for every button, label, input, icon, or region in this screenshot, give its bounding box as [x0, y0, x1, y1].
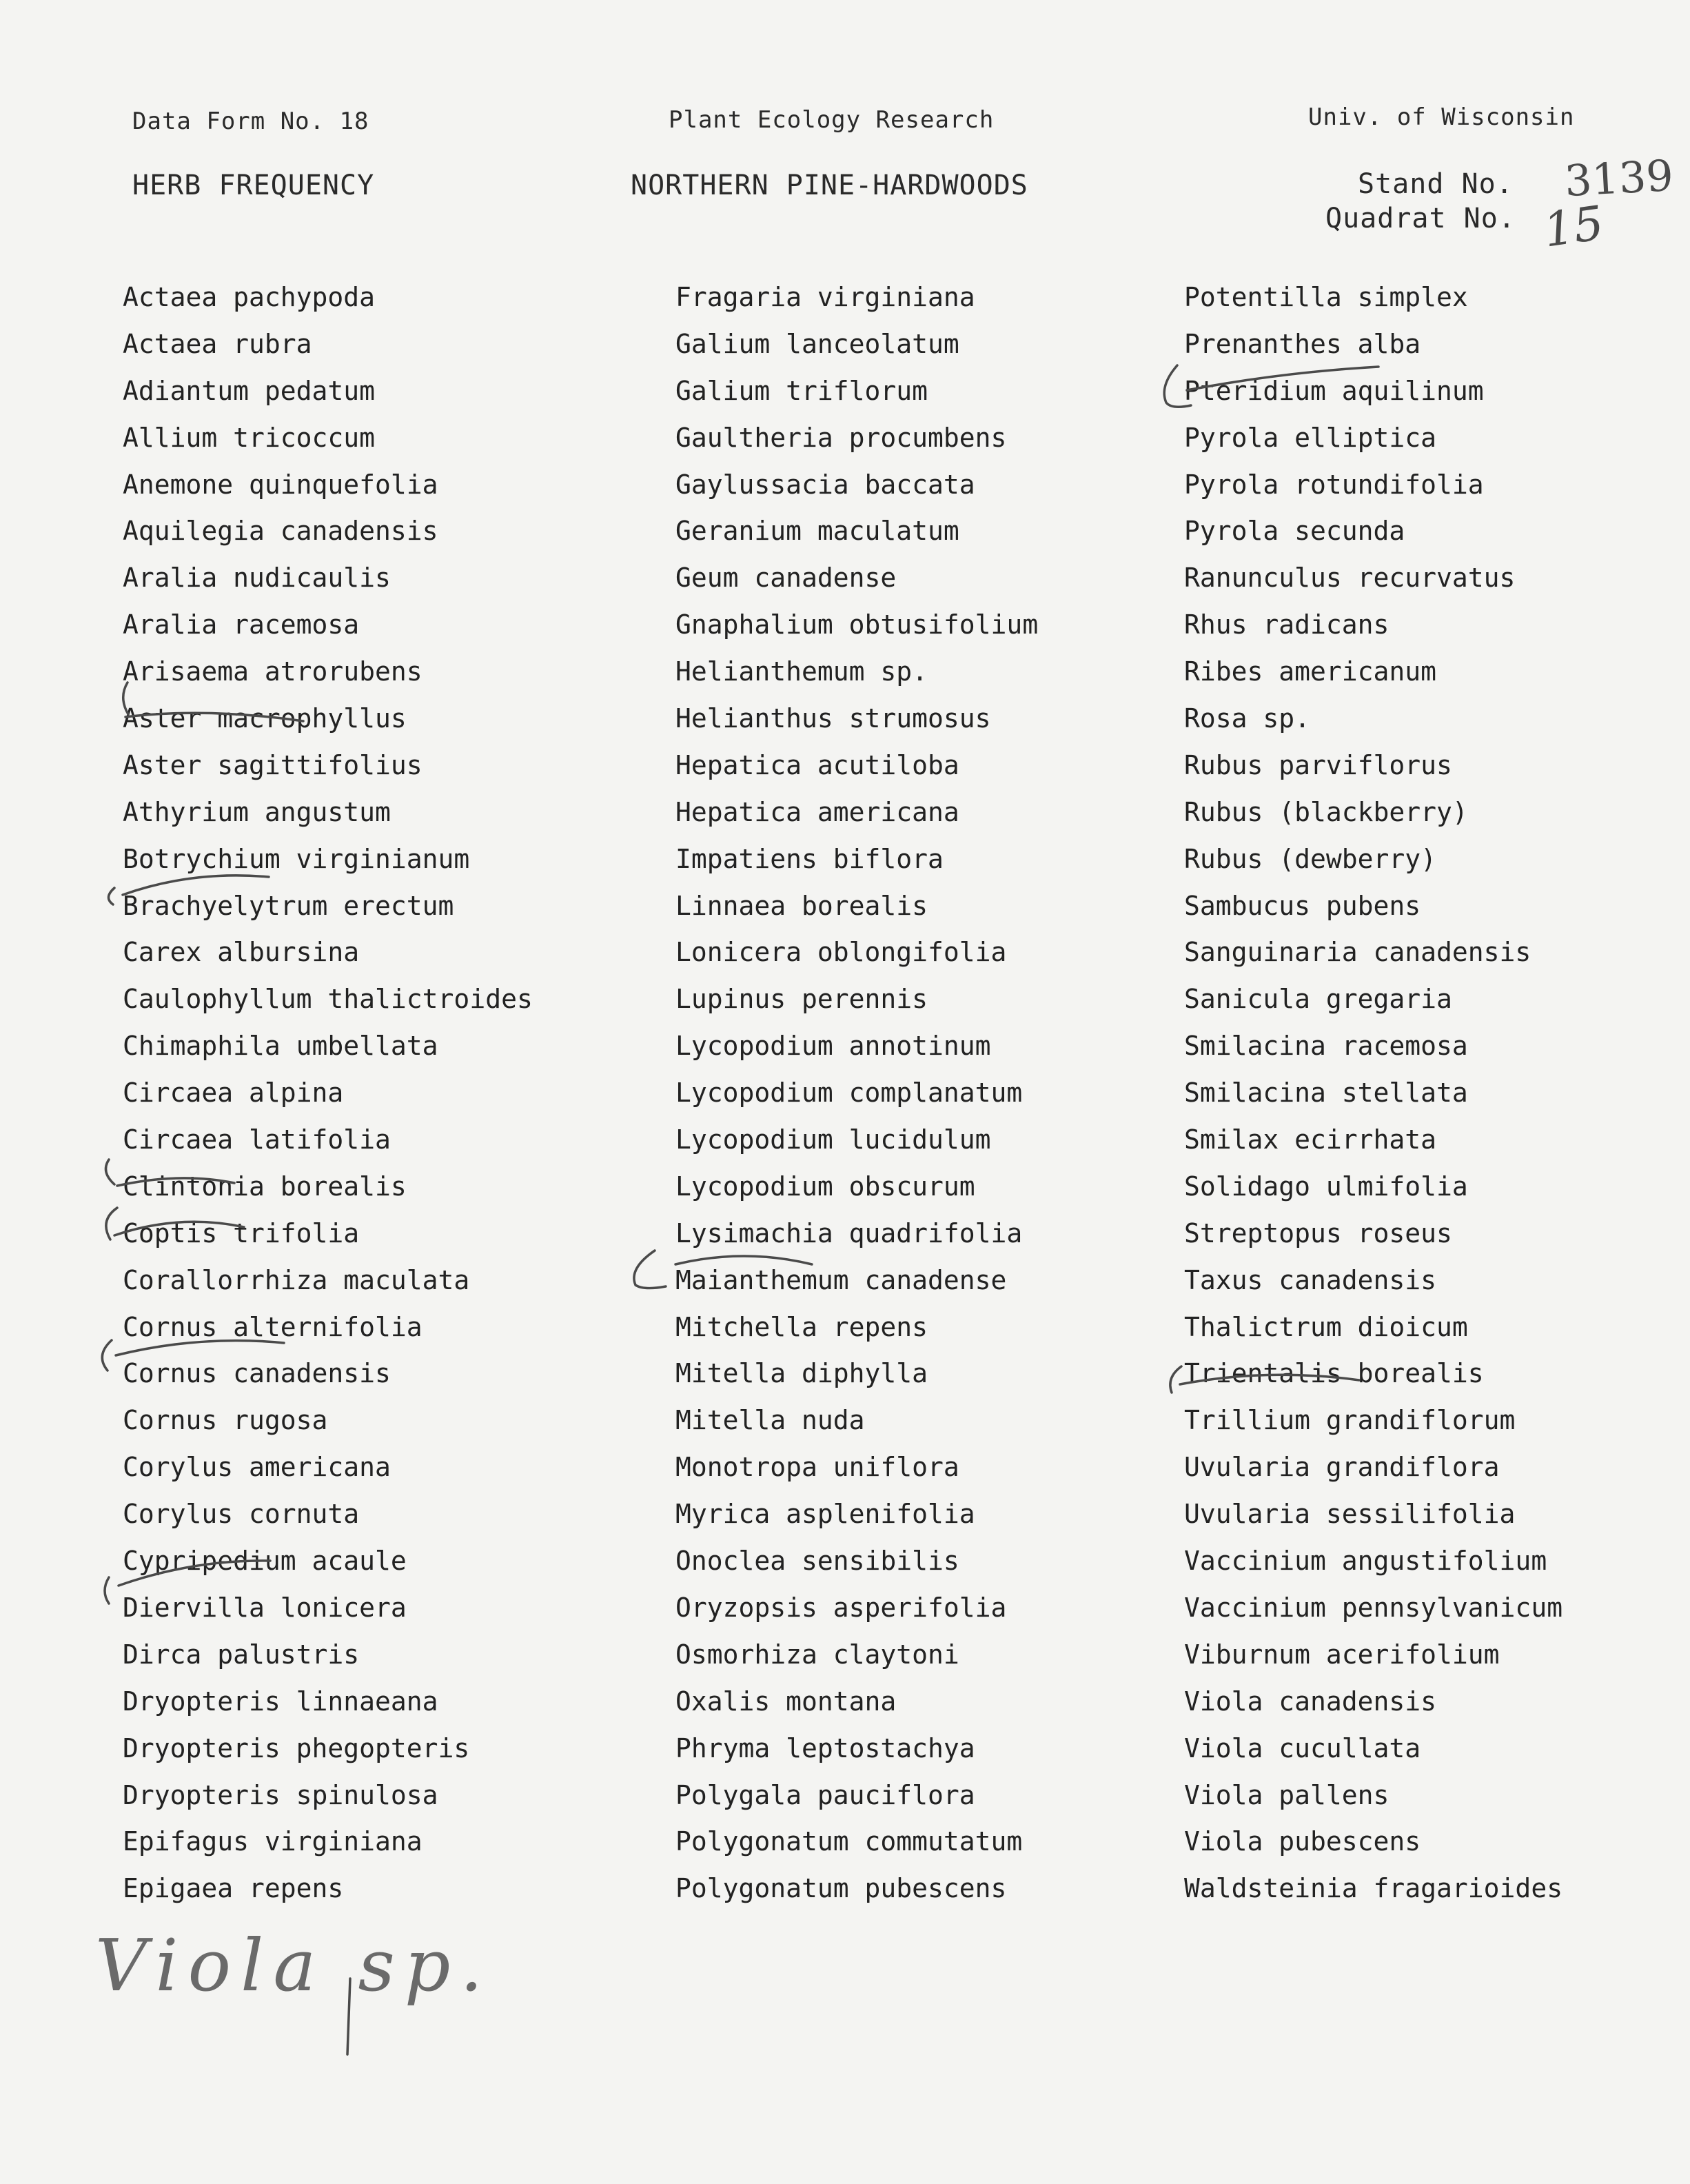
- species-item: Polygonatum commutatum: [675, 1826, 1023, 1857]
- quadrat-number-value: 15: [1540, 196, 1607, 259]
- species-item: Clintonia borealis: [123, 1171, 407, 1202]
- species-item: Aquilegia canadensis: [123, 516, 438, 547]
- species-item: Prenanthes alba: [1184, 328, 1421, 359]
- species-item: Monotropa uniflora: [675, 1452, 959, 1483]
- species-item: Lupinus perennis: [675, 984, 928, 1015]
- species-item: Dryopteris phegopteris: [123, 1732, 470, 1763]
- species-item: Lycopodium obscurum: [675, 1171, 975, 1202]
- species-item: Helianthus strumosus: [675, 703, 991, 734]
- species-item: Phryma leptostachya: [675, 1732, 975, 1763]
- species-item: Lysimachia quadrifolia: [675, 1217, 1023, 1248]
- species-item: Cypripedium acaule: [123, 1546, 407, 1577]
- species-item: Smilacina racemosa: [1184, 1031, 1468, 1062]
- species-item: Thalictrum dioicum: [1184, 1311, 1468, 1342]
- form-number: Data Form No. 18: [132, 108, 369, 135]
- check-mark-icon: [1170, 1366, 1181, 1393]
- species-item: Coptis trifolia: [123, 1217, 360, 1248]
- species-item: Geum canadense: [675, 563, 897, 594]
- species-item: Streptopus roseus: [1184, 1217, 1452, 1248]
- species-item: Dirca palustris: [123, 1639, 360, 1670]
- form-title: HERB FREQUENCY: [132, 170, 375, 201]
- species-item: Dryopteris spinulosa: [123, 1779, 438, 1810]
- species-item: Corylus cornuta: [123, 1499, 360, 1530]
- species-item: Mitella diphylla: [675, 1358, 928, 1389]
- species-item: Geranium maculatum: [675, 516, 959, 547]
- species-item: Galium lanceolatum: [675, 328, 959, 359]
- species-item: Vaccinium pennsylvanicum: [1184, 1592, 1563, 1623]
- species-item: Sanguinaria canadensis: [1184, 937, 1531, 968]
- community-name: NORTHERN PINE-HARDWOODS: [631, 170, 1028, 201]
- species-item: Adiantum pedatum: [123, 375, 376, 406]
- species-item: Carex albursina: [123, 937, 360, 968]
- species-item: Vaccinium angustifolium: [1184, 1546, 1547, 1577]
- species-item: Arisaema atrorubens: [123, 656, 422, 687]
- species-item: Solidago ulmifolia: [1184, 1171, 1468, 1202]
- species-item: Aralia nudicaulis: [123, 563, 391, 594]
- species-item: Myrica asplenifolia: [675, 1499, 975, 1530]
- species-item: Botrychium virginianum: [123, 843, 470, 874]
- species-item: Brachyelytrum erectum: [123, 890, 454, 921]
- species-item: Corallorrhiza maculata: [123, 1264, 470, 1295]
- species-item: Anemone quinquefolia: [123, 469, 438, 500]
- university-name: Univ. of Wisconsin: [1308, 103, 1575, 131]
- species-item: Smilacina stellata: [1184, 1078, 1468, 1109]
- species-item: Athyrium angustum: [123, 796, 391, 827]
- species-item: Allium tricoccum: [123, 422, 376, 453]
- check-mark-icon: [106, 1208, 117, 1240]
- species-item: Trillium grandiflorum: [1184, 1405, 1516, 1436]
- species-item: Rubus (blackberry): [1184, 796, 1468, 827]
- species-item: Viola pallens: [1184, 1779, 1389, 1810]
- species-item: Cornus alternifolia: [123, 1311, 422, 1342]
- species-item: Linnaea borealis: [675, 890, 928, 921]
- species-item: Uvularia grandiflora: [1184, 1452, 1500, 1483]
- species-item: Fragaria virginiana: [675, 282, 975, 312]
- species-item: Epifagus virginiana: [123, 1826, 422, 1857]
- species-item: Pyrola secunda: [1184, 516, 1405, 547]
- species-item: Lycopodium annotinum: [675, 1031, 991, 1062]
- check-mark-icon: [105, 1577, 109, 1604]
- species-item: Viola pubescens: [1184, 1826, 1421, 1857]
- species-item: Ribes americanum: [1184, 656, 1437, 687]
- species-item: Taxus canadensis: [1184, 1264, 1437, 1295]
- species-item: Mitella nuda: [675, 1405, 865, 1436]
- species-item: Cornus canadensis: [123, 1358, 391, 1389]
- species-column-middle: [675, 274, 1038, 1912]
- species-column-right: [1184, 274, 1562, 1912]
- species-item: Osmorhiza claytoni: [675, 1639, 959, 1670]
- species-item: Smilax ecirrhata: [1184, 1124, 1437, 1155]
- species-item: Diervilla lonicera: [123, 1592, 407, 1623]
- species-item: Uvularia sessilifolia: [1184, 1499, 1516, 1530]
- species-item: Viola canadensis: [1184, 1686, 1437, 1717]
- species-item: Actaea pachypoda: [123, 282, 376, 312]
- species-item: Gaultheria procumbens: [675, 422, 1007, 453]
- species-item: Helianthemum sp.: [675, 656, 928, 687]
- species-item: Pyrola elliptica: [1184, 422, 1437, 453]
- species-item: Rhus radicans: [1184, 609, 1389, 640]
- stand-number-label: Stand No.: [1358, 168, 1514, 200]
- species-item: Trientalis borealis: [1184, 1358, 1484, 1389]
- species-item: Gnaphalium obtusifolium: [675, 609, 1039, 640]
- species-item: Pyrola rotundifolia: [1184, 469, 1484, 500]
- species-item: Lycopodium complanatum: [675, 1078, 1023, 1109]
- species-item: Rosa sp.: [1184, 703, 1311, 734]
- stand-number-value: 3139: [1563, 150, 1675, 207]
- species-item: Epigaea repens: [123, 1873, 344, 1904]
- species-item: Circaea latifolia: [123, 1124, 391, 1155]
- species-item: Viola cucullata: [1184, 1732, 1421, 1763]
- species-item: Impatiens biflora: [675, 843, 944, 874]
- species-item: Lycopodium lucidulum: [675, 1124, 991, 1155]
- species-item: Hepatica americana: [675, 796, 959, 827]
- species-item: Potentilla simplex: [1184, 282, 1468, 312]
- species-item: Corylus americana: [123, 1452, 391, 1483]
- species-item: Aster macrophyllus: [123, 703, 407, 734]
- check-mark-icon: [634, 1251, 666, 1288]
- species-item: Chimaphila umbellata: [123, 1031, 438, 1062]
- species-item: Viburnum acerifolium: [1184, 1639, 1500, 1670]
- species-item: Galium triflorum: [675, 375, 928, 406]
- quadrat-number-label: Quadrat No.: [1325, 203, 1516, 234]
- species-item: Lonicera oblongifolia: [675, 937, 1007, 968]
- species-item: Maianthemum canadense: [675, 1264, 1007, 1295]
- species-item: Dryopteris linnaeana: [123, 1686, 438, 1717]
- check-mark-icon: [108, 888, 114, 904]
- species-item: Aralia racemosa: [123, 609, 360, 640]
- organization-name: Plant Ecology Research: [669, 106, 995, 134]
- species-item: Aster sagittifolius: [123, 749, 422, 780]
- species-item: Sambucus pubens: [1184, 890, 1421, 921]
- species-item: Rubus parviflorus: [1184, 749, 1452, 780]
- species-item: Waldsteinia fragarioides: [1184, 1873, 1563, 1904]
- check-mark-icon: [106, 1160, 115, 1184]
- species-item: Polygala pauciflora: [675, 1779, 975, 1810]
- species-item: Hepatica acutiloba: [675, 749, 959, 780]
- species-item: Oxalis montana: [675, 1686, 897, 1717]
- species-item: Sanicula gregaria: [1184, 984, 1452, 1015]
- species-item: Pteridium aquilinum: [1184, 375, 1484, 406]
- species-item: Polygonatum pubescens: [675, 1873, 1007, 1904]
- species-item: Rubus (dewberry): [1184, 843, 1437, 874]
- species-item: Gaylussacia baccata: [675, 469, 975, 500]
- handwritten-note: Viola sp.: [95, 1923, 493, 2008]
- species-item: Oryzopsis asperifolia: [675, 1592, 1007, 1623]
- species-column-left: [123, 274, 533, 1912]
- species-item: Actaea rubra: [123, 328, 312, 359]
- species-item: Cornus rugosa: [123, 1405, 328, 1436]
- species-item: Onoclea sensibilis: [675, 1546, 959, 1577]
- species-item: Caulophyllum thalictroides: [123, 984, 533, 1015]
- species-item: Ranunculus recurvatus: [1184, 563, 1516, 594]
- species-item: Mitchella repens: [675, 1311, 928, 1342]
- species-item: Circaea alpina: [123, 1078, 344, 1109]
- check-mark-icon: [102, 1340, 112, 1371]
